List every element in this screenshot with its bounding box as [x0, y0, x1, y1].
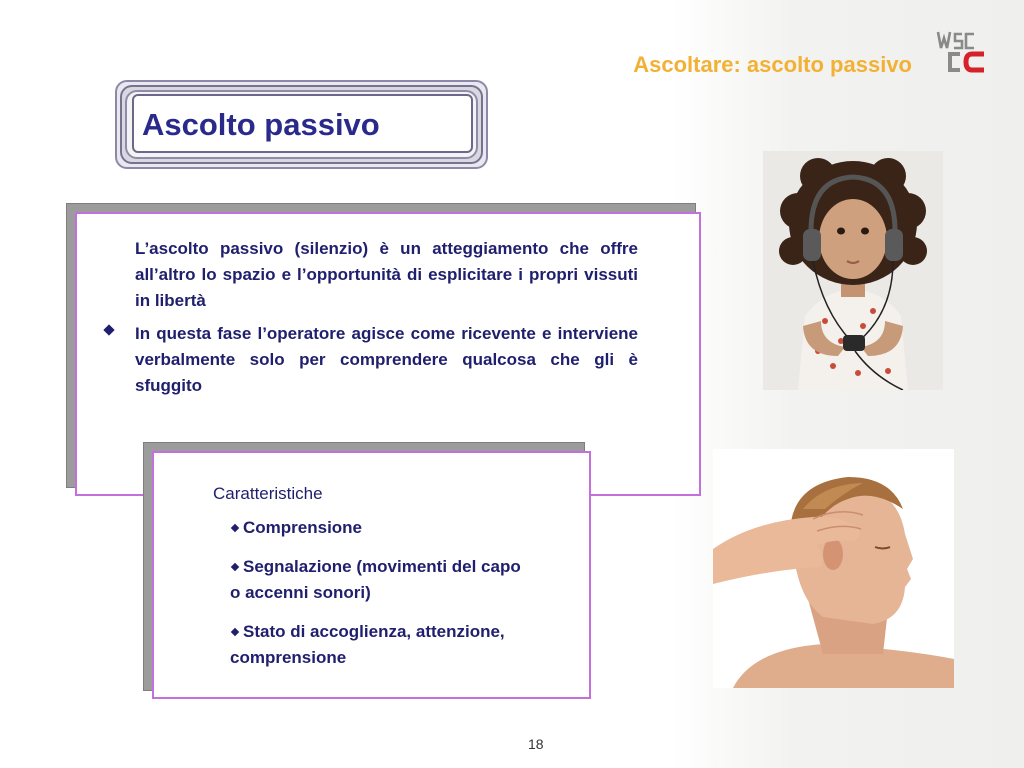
page-number: 18 [528, 736, 544, 752]
title-frame [115, 80, 488, 169]
characteristic-item: Segnalazione (movimenti del capo o accenni sonori) [230, 557, 521, 602]
bullet-icon [231, 523, 239, 531]
characteristic-item: Comprensione [230, 515, 530, 541]
man-hand-to-ear-photo [713, 449, 954, 688]
paragraph-passive-listening: L’ascolto passivo (silenzio) è un atteggiamento che offre all’altro lo spazio e l’opportunità di esplicitare i propri vissuti in libertà [135, 239, 638, 310]
child-with-headphones-photo [763, 151, 943, 390]
characteristic-item: Stato di accoglienza, attenzione, comprensione [230, 622, 505, 667]
header-title: Ascoltare: ascolto passivo [633, 52, 912, 77]
paragraph-operator-role: In questa fase l’operatore agisce come ricevente e interviene verbalmente solo per comprendere qualcosa che gli è sfuggito [135, 324, 638, 395]
slide-title: Ascolto passivo [142, 107, 380, 142]
characteristics-heading: Caratteristiche [213, 484, 323, 503]
bullet-icon [231, 562, 239, 570]
bullet-icon [231, 627, 239, 635]
wsc-logo-icon [936, 28, 990, 76]
